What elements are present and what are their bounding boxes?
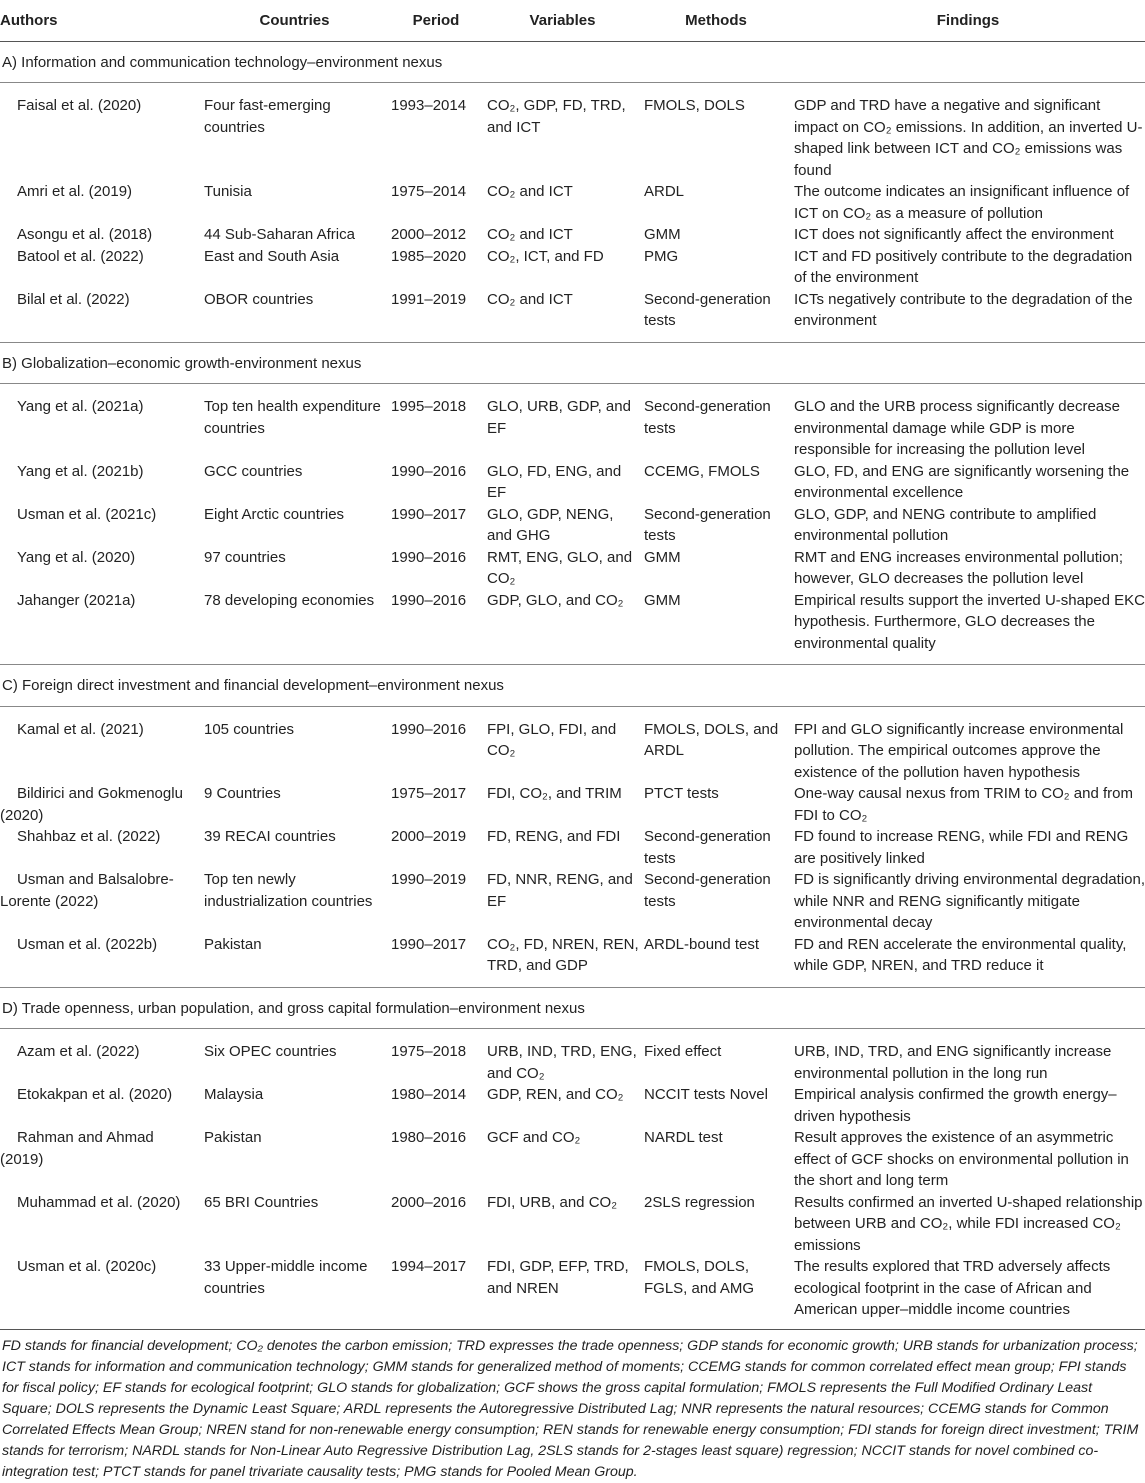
variables-cell: CO₂ and ICT xyxy=(487,226,573,243)
table-row xyxy=(0,783,1145,826)
countries-cell: 44 Sub-Saharan Africa xyxy=(204,226,355,243)
findings-cell: Results confirmed an inverted U-shaped relationship between URB and CO₂, while FDI increased CO₂ emissions xyxy=(794,1193,1143,1254)
header-authors: Authors xyxy=(0,0,201,41)
methods-cell: ARDL-bound test xyxy=(641,934,791,988)
findings-cell: The results explored that TRD adversely affects ecological footprint in the case of African and American upper–middle income countries xyxy=(791,1256,1145,1329)
countries-cell: 33 Upper-middle income countries xyxy=(201,1256,388,1329)
header-period: Period xyxy=(388,0,484,41)
table-row xyxy=(0,1192,1145,1257)
author-cell: Kamal et al. (2021) xyxy=(17,720,144,738)
variables-cell: GCF and CO₂ xyxy=(487,1129,581,1146)
section-title: D) Trade openness, urban population, and gross capital formulation–environment nexus xyxy=(0,987,1145,1029)
section-title: A) Information and communication technology–environment nexus xyxy=(0,41,1145,83)
variables-cell: GLO, FD, ENG, and EF xyxy=(487,462,622,501)
variables-cell: RMT, ENG, GLO, and CO₂ xyxy=(487,548,633,587)
findings-cell: FD and REN accelerate the environmental quality, while GDP, NREN, and TRD reduce it xyxy=(791,934,1145,988)
section-header-row xyxy=(0,665,1145,707)
header-methods: Methods xyxy=(641,0,791,41)
variables-cell: CO₂, ICT, and FD xyxy=(487,247,604,265)
period-cell: 2000–2016 xyxy=(391,1193,467,1211)
period-cell: 1975–2014 xyxy=(391,183,467,200)
period-cell: 1975–2018 xyxy=(391,1043,467,1060)
period-cell: 1990–2016 xyxy=(391,548,467,566)
methods-cell: GMM xyxy=(641,590,791,665)
table-row xyxy=(0,826,1145,869)
period-cell: 1990–2019 xyxy=(391,871,467,888)
countries-cell: 78 developing economies xyxy=(201,590,388,665)
author-cell: Batool et al. (2022) xyxy=(17,247,144,265)
period-cell: 1990–2017 xyxy=(388,934,484,988)
table-row xyxy=(0,246,1145,289)
findings-cell: RMT and ENG increases environmental pollution; however, GLO decreases the pollution level xyxy=(794,548,1124,587)
section-title: B) Globalization–economic growth-environment nexus xyxy=(0,342,1145,384)
variables-cell: URB, IND, TRD, ENG, and CO₂ xyxy=(487,1043,637,1082)
methods-cell: Second-generation tests xyxy=(644,828,771,867)
countries-cell: 105 countries xyxy=(204,720,295,738)
header-findings: Findings xyxy=(791,0,1145,41)
findings-cell: ICT and FD positively contribute to the degradation of the environment xyxy=(794,247,1133,286)
table-row xyxy=(0,706,1145,783)
variables-cell: CO₂, FD, NREN, REN, TRD, and GDP xyxy=(484,934,641,988)
period-cell: 1990–2017 xyxy=(391,505,467,523)
variables-cell: CO₂ and ICT xyxy=(484,289,641,343)
author-cell: Faisal et al. (2020) xyxy=(17,97,142,114)
period-cell: 1991–2019 xyxy=(388,289,484,343)
section-title: C) Foreign direct investment and financial development–environment nexus xyxy=(0,665,1145,707)
author-cell: Bildirici and Gokmenoglu (2020) xyxy=(0,785,183,824)
countries-cell: OBOR countries xyxy=(201,289,388,343)
author-cell: Bilal et al. (2022) xyxy=(0,289,201,343)
methods-cell: Second-generation tests xyxy=(644,505,771,544)
author-cell: Usman et al. (2022b) xyxy=(0,934,201,988)
findings-cell: ICTs negatively contribute to the degradation of the environment xyxy=(791,289,1145,343)
table-body xyxy=(0,41,1145,1329)
findings-cell: GLO and the URB process significantly decrease environmental damage while GDP is more responsible for increasing the pollution level xyxy=(794,398,1120,458)
variables-cell: FDI, URB, and CO₂ xyxy=(487,1193,618,1211)
table-header-row xyxy=(0,0,1145,41)
period-cell: 1995–2018 xyxy=(391,398,467,415)
findings-cell: ICT does not significantly affect the environment xyxy=(794,226,1114,243)
period-cell: 2000–2019 xyxy=(391,828,467,845)
table-row xyxy=(0,289,1145,343)
period-cell: 1993–2014 xyxy=(391,97,467,114)
author-cell: Muhammad et al. (2020) xyxy=(17,1193,181,1211)
author-cell: Rahman and Ahmad (2019) xyxy=(0,1129,154,1168)
author-cell: Jahanger (2021a) xyxy=(0,590,201,665)
methods-cell: FMOLS, DOLS, and ARDL xyxy=(644,720,779,759)
period-cell: 1990–2016 xyxy=(388,590,484,665)
findings-cell: GDP and TRD have a negative and significant impact on CO₂ emissions. In addition, an inverted U-shaped link between ICT and CO₂ emissions was found xyxy=(794,97,1143,179)
methods-cell: Second-generation tests xyxy=(644,871,771,910)
table-footnote: FD stands for financial development; CO₂ denotes the carbon emission; TRD expresses the trade openness; GDP stands for economic growth; URB stands for urbanization process; ICT stands for information and communication technology; GMM stands for generalized method of moments; CCEMG stands for common correlated effect mean group; FPI stands for fiscal policy; EF stands for ecological footprint; GLO stands for globalization; GCF shows the gross capital formulation; FMOLS represents the Full Modified Ordinary Least Square; DOLS represents the Dynamic Least Square; ARDL represents the Autoregressive Distributed Lag; NNR represents the natural resources; CCEMG stands for Common Correlated Effects Mean Group; NREN stand for non-renewable energy consumption; REN stands for renewable energy consumption; FDI stands for foreign direct investment; TRIM stands for terrorism; NARDL stands for Non-Linear Auto Regressive Distribution Lag, 2SLS stands for 2-stages least square) regression; NCCIT stands for novel combined co-integration test; PTCT stands for panel trivariate causality tests; PMG stands for Pooled Mean Group. xyxy=(2,1337,1139,1480)
methods-cell: Fixed effect xyxy=(644,1043,722,1060)
table-row xyxy=(0,461,1145,504)
countries-cell: Malaysia xyxy=(204,1086,264,1103)
author-cell: Usman et al. (2020c) xyxy=(0,1256,201,1329)
period-cell: 1990–2016 xyxy=(391,462,467,480)
variables-cell: FD, NNR, RENG, and EF xyxy=(487,871,633,910)
findings-cell: Empirical analysis confirmed the growth energy–driven hypothesis xyxy=(794,1086,1117,1125)
variables-cell: FDI, CO₂, and TRIM xyxy=(487,785,622,802)
countries-cell: Top ten newly industrialization countries xyxy=(204,871,373,910)
findings-cell: One-way causal nexus from TRIM to CO₂ and from FDI to CO₂ xyxy=(794,785,1133,824)
table-row xyxy=(0,1256,1145,1329)
table-row xyxy=(0,504,1145,547)
findings-cell: Result approves the existence of an asymmetric effect of GCF shocks on environmental pollution in the short and long term xyxy=(794,1129,1129,1189)
author-cell: Yang et al. (2020) xyxy=(17,548,136,566)
countries-cell: 9 Countries xyxy=(204,785,281,802)
table-row xyxy=(0,384,1145,461)
author-cell: Yang et al. (2021a) xyxy=(17,398,144,415)
period-cell: 1980–2014 xyxy=(391,1086,467,1103)
table-row xyxy=(0,934,1145,988)
variables-cell: GDP, REN, and CO₂ xyxy=(487,1086,624,1103)
author-cell: Asongu et al. (2018) xyxy=(17,226,153,243)
countries-cell: GCC countries xyxy=(204,462,303,480)
variables-cell: CO₂, GDP, FD, TRD, and ICT xyxy=(487,97,626,136)
table-row xyxy=(0,1084,1145,1127)
section-header-row xyxy=(0,987,1145,1029)
methods-cell: Second-generation tests xyxy=(641,289,791,343)
period-cell: 1980–2016 xyxy=(391,1129,467,1146)
methods-cell: FMOLS, DOLS xyxy=(644,97,745,114)
period-cell: 1975–2017 xyxy=(391,785,467,802)
author-cell: Amri et al. (2019) xyxy=(17,183,133,200)
methods-cell: CCEMG, FMOLS xyxy=(644,462,760,480)
countries-cell: 39 RECAI countries xyxy=(204,828,336,845)
variables-cell: FD, RENG, and FDI xyxy=(487,828,621,845)
author-cell: Shahbaz et al. (2022) xyxy=(17,828,161,845)
table-row xyxy=(0,83,1145,182)
countries-cell: Top ten health expenditure countries xyxy=(204,398,381,437)
methods-cell: 2SLS regression xyxy=(644,1193,755,1211)
variables-cell: CO₂ and ICT xyxy=(487,183,573,200)
methods-cell: GMM xyxy=(644,226,681,243)
header-variables: Variables xyxy=(484,0,641,41)
methods-cell: PTCT tests xyxy=(644,785,719,802)
methods-cell: Second-generation tests xyxy=(644,398,771,437)
author-cell: Etokakpan et al. (2020) xyxy=(17,1086,173,1103)
findings-cell: The outcome indicates an insignificant influence of ICT on CO₂ as a measure of pollution xyxy=(794,183,1130,222)
author-cell: Usman and Balsalobre-Lorente (2022) xyxy=(0,871,174,910)
countries-cell: 65 BRI Countries xyxy=(204,1193,319,1211)
countries-cell: Tunisia xyxy=(204,183,252,200)
table-row xyxy=(0,181,1145,224)
methods-cell: NARDL test xyxy=(644,1129,723,1146)
countries-cell: Six OPEC countries xyxy=(204,1043,337,1060)
methods-cell: GMM xyxy=(644,548,681,566)
period-cell: 1985–2020 xyxy=(391,247,467,265)
period-cell: 1994–2017 xyxy=(388,1256,484,1329)
findings-cell: GLO, GDP, and NENG contribute to amplified environmental pollution xyxy=(794,505,1097,544)
variables-cell: FPI, GLO, FDI, and CO₂ xyxy=(487,720,617,759)
findings-cell: FPI and GLO significantly increase environmental pollution. The empirical outcomes approve the existence of the pollution haven hypothesis xyxy=(794,720,1124,781)
variables-cell: GDP, GLO, and CO₂ xyxy=(484,590,641,665)
table-row xyxy=(0,1029,1145,1085)
variables-cell: GLO, GDP, NENG, and GHG xyxy=(487,505,614,544)
methods-cell: FMOLS, DOLS, FGLS, and AMG xyxy=(641,1256,791,1329)
countries-cell: Pakistan xyxy=(204,1129,262,1146)
methods-cell: ARDL xyxy=(644,183,685,200)
findings-cell: URB, IND, TRD, and ENG significantly increase environmental pollution in the long run xyxy=(794,1043,1112,1082)
author-cell: Usman et al. (2021c) xyxy=(17,505,157,523)
methods-cell: PMG xyxy=(644,247,679,265)
countries-cell: Pakistan xyxy=(201,934,388,988)
table-row xyxy=(0,590,1145,665)
section-header-row xyxy=(0,41,1145,83)
header-countries: Countries xyxy=(201,0,388,41)
table-row xyxy=(0,547,1145,590)
table-row xyxy=(0,1127,1145,1192)
period-cell: 2000–2012 xyxy=(391,226,467,243)
variables-cell: GLO, URB, GDP, and EF xyxy=(487,398,631,437)
table-row xyxy=(0,224,1145,246)
period-cell: 1990–2016 xyxy=(391,720,467,738)
countries-cell: 97 countries xyxy=(204,548,286,566)
methods-cell: NCCIT tests Novel xyxy=(644,1086,768,1103)
author-cell: Yang et al. (2021b) xyxy=(17,462,144,480)
findings-cell: FD is significantly driving environmental degradation, while NNR and RENG significantly mitigate environmental decay xyxy=(794,871,1145,931)
findings-cell: GLO, FD, and ENG are significantly worsening the environmental excellence xyxy=(794,462,1130,501)
table-row xyxy=(0,869,1145,934)
countries-cell: Eight Arctic countries xyxy=(204,505,345,523)
variables-cell: FDI, GDP, EFP, TRD, and NREN xyxy=(484,1256,641,1329)
countries-cell: East and South Asia xyxy=(204,247,340,265)
section-header-row xyxy=(0,342,1145,384)
countries-cell: Four fast-emerging countries xyxy=(204,97,331,136)
findings-cell: FD found to increase RENG, while FDI and RENG are positively linked xyxy=(794,828,1129,867)
author-cell: Azam et al. (2022) xyxy=(17,1043,140,1060)
findings-cell: Empirical results support the inverted U-shaped EKC hypothesis. Furthermore, GLO decreases the environmental quality xyxy=(791,590,1145,665)
